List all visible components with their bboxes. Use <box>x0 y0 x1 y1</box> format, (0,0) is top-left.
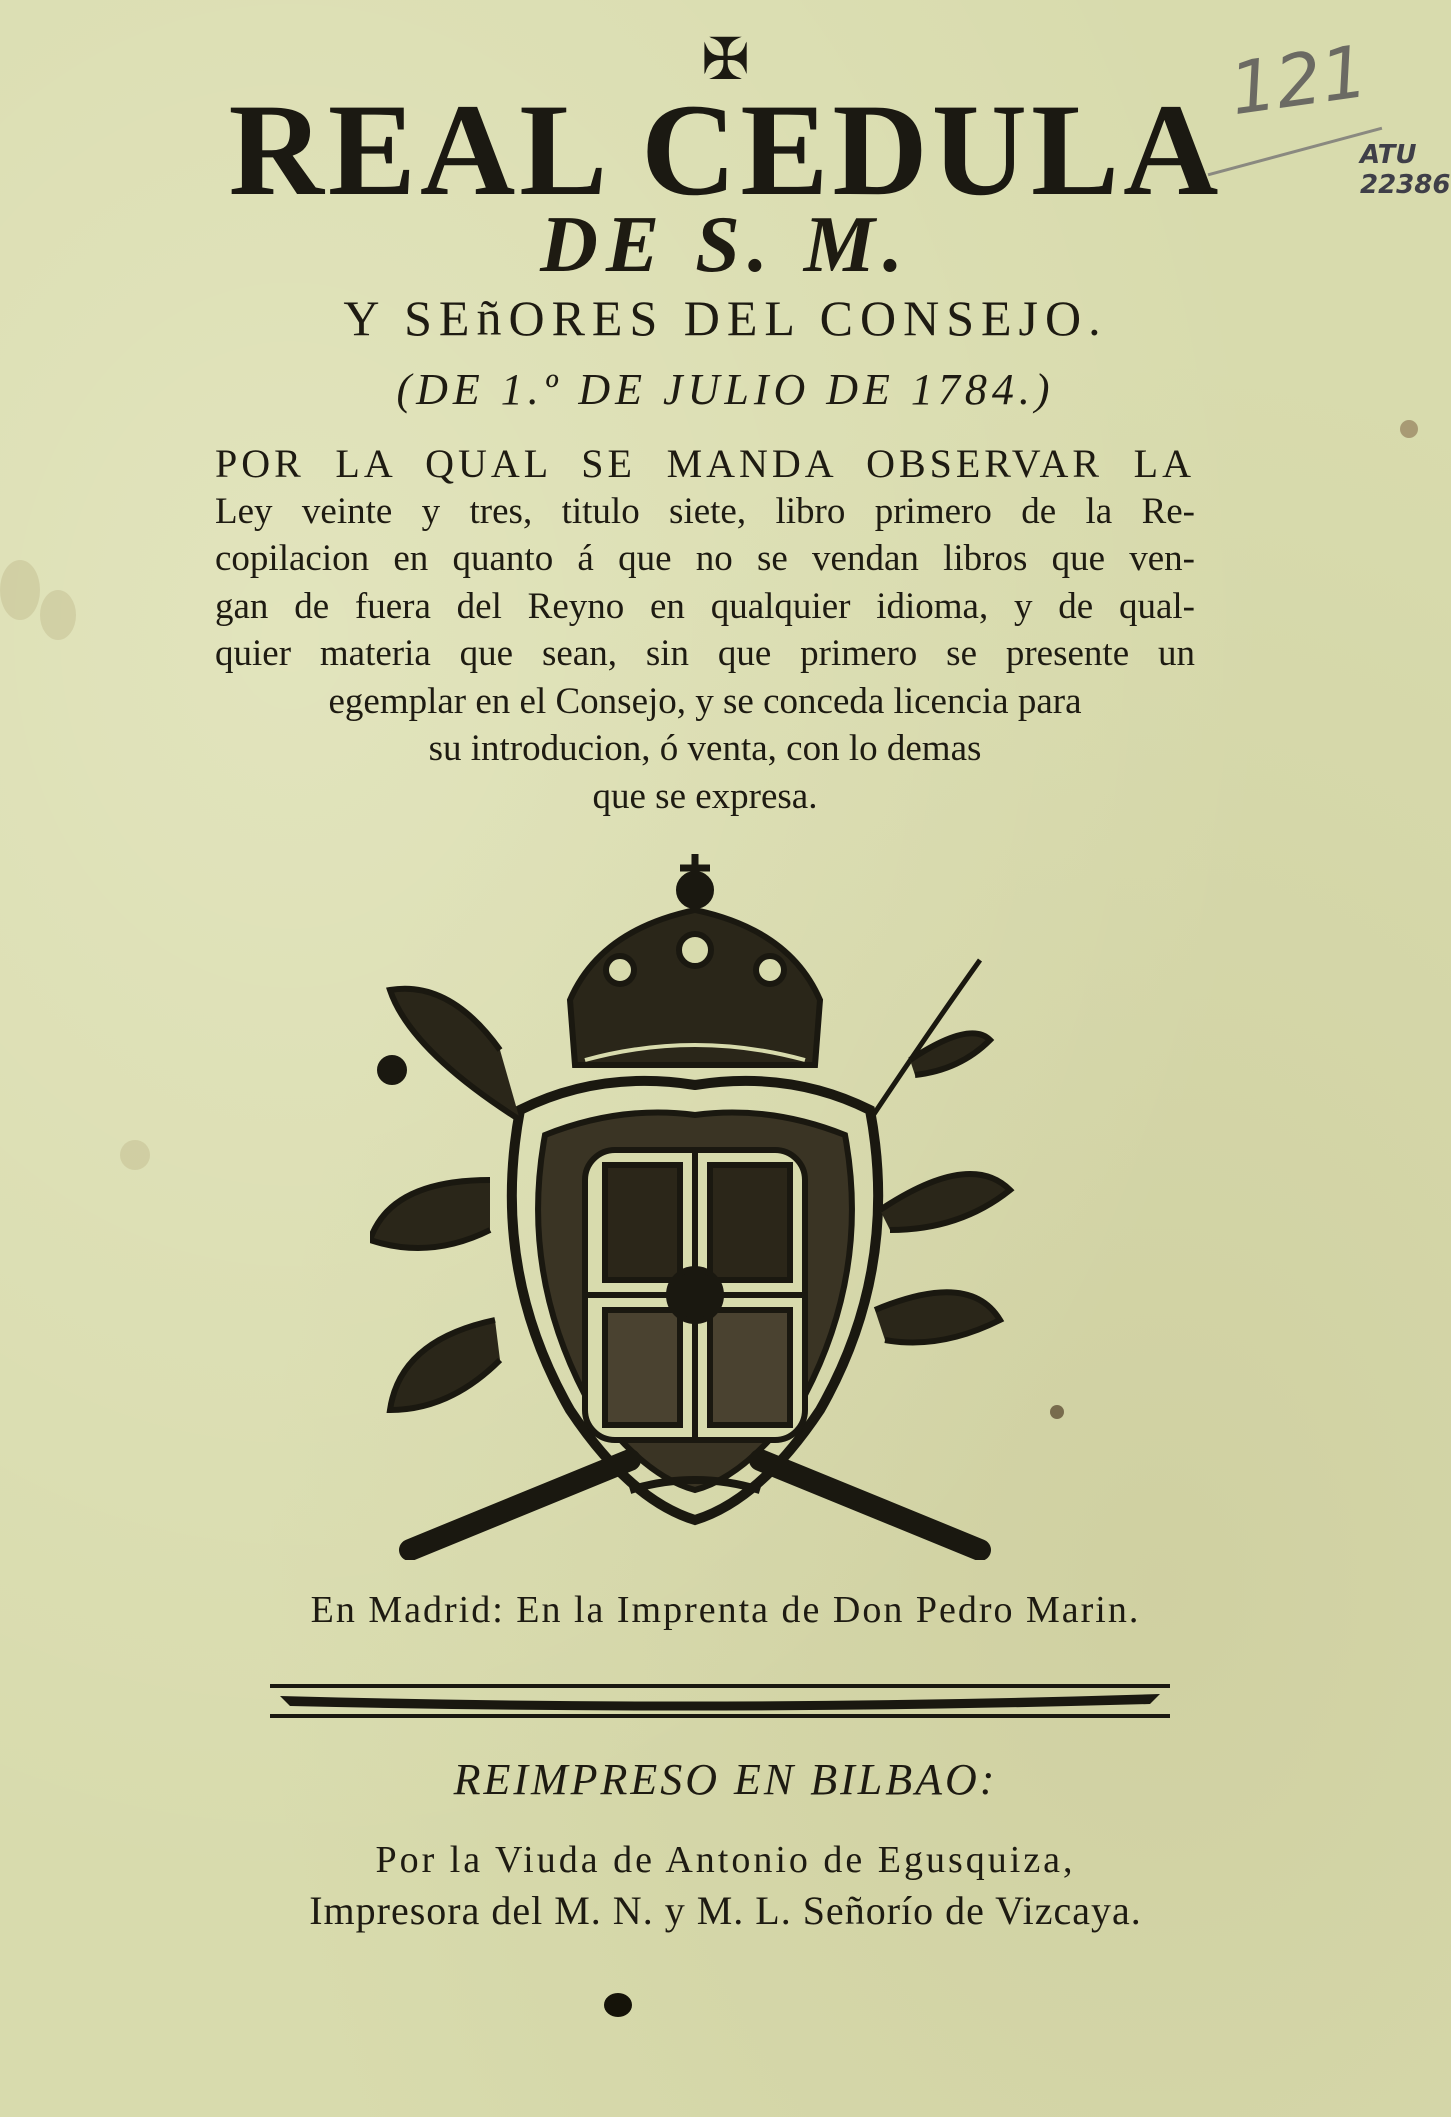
issuer-line: Y SEñORES DEL CONSEJO. <box>343 290 1108 346</box>
document-subtitle: DE S. M. <box>540 201 911 289</box>
document-title: REAL CEDULA <box>228 76 1223 223</box>
summary-line: Ley veinte y tres, titulo siete, libro primero de la Re- <box>215 490 1195 532</box>
cross-icon: ✠ <box>701 27 750 92</box>
summary-line: gan de fuera del Reyno en qualquier idioma, y de qual- <box>215 585 1195 627</box>
reprint-heading: REIMPRESO EN BILBAO: <box>453 1755 998 1804</box>
summary-line: egemplar en el Consejo, y se conceda licencia para <box>328 680 1082 722</box>
paper-stain <box>1400 420 1418 438</box>
royal-coat-of-arms-icon <box>370 850 1020 1560</box>
decree-summary <box>215 440 1195 820</box>
closing-dot-ornament <box>604 1993 632 2017</box>
date-line: (DE 1.º DE JULIO DE 1784.) <box>396 365 1055 414</box>
double-rule-divider <box>270 1672 1170 1722</box>
reprint-printer-line-1: Por la Viuda de Antonio de Egusquiza, <box>375 1839 1076 1881</box>
reprint-printer-line-2: Impresora del M. N. y M. L. Señorío de Vizcaya. <box>309 1888 1142 1933</box>
madrid-imprint: En Madrid: En la Imprenta de Don Pedro Marin. <box>310 1589 1141 1631</box>
folio-number: 121 <box>1224 28 1373 132</box>
summary-line: quier materia que sean, sin que primero se presente un <box>215 633 1195 674</box>
summary-line: su introducion, ó venta, con lo demas <box>428 728 982 769</box>
paper-stain <box>40 590 76 640</box>
shelfmark-line1: ATU <box>1360 140 1417 170</box>
paper-stain <box>0 560 40 620</box>
summary-line: copilacion en quanto á que no se vendan libros que ven- <box>215 538 1195 579</box>
summary-lead: POR LA QUAL SE MANDA OBSERVAR LA <box>215 441 1195 486</box>
paper-stain <box>120 1140 150 1170</box>
paper-stain <box>1050 1405 1064 1419</box>
shelfmark-line2: 22386 <box>1360 170 1451 200</box>
summary-line: que se expresa. <box>592 775 818 817</box>
